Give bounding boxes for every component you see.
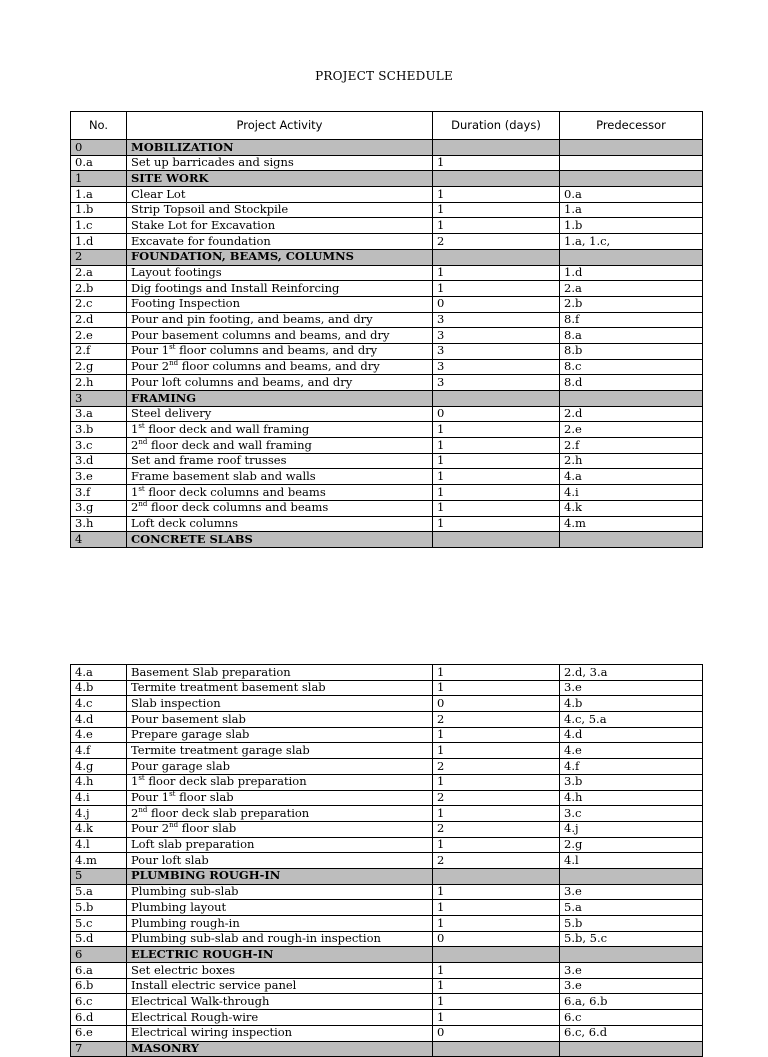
cell-no: 4 [71, 532, 127, 548]
table-row [71, 500, 703, 516]
table-row [71, 743, 703, 759]
cell-activity: 1st floor deck slab preparation [127, 774, 433, 790]
cell-duration: 0 [433, 696, 560, 712]
cell-duration: 1 [433, 743, 560, 759]
cell-no: 5.b [71, 900, 127, 916]
cell-activity: Prepare garage slab [127, 727, 433, 743]
cell-duration: 1 [433, 1010, 560, 1026]
table-row [71, 406, 703, 422]
cell-activity: Basement Slab preparation [127, 665, 433, 681]
cell-activity: Frame basement slab and walls [127, 469, 433, 485]
cell-activity: Pour basement slab [127, 712, 433, 728]
section-row [71, 391, 703, 407]
table-header-row [71, 112, 703, 140]
cell-no: 5.d [71, 931, 127, 947]
table-row [71, 469, 703, 485]
cell-duration: 3 [433, 343, 560, 359]
cell-no: 4.e [71, 727, 127, 743]
cell-predecessor: 3.b [560, 774, 703, 790]
cell-duration: 1 [433, 680, 560, 696]
cell-no: 4.d [71, 712, 127, 728]
cell-no: 6 [71, 947, 127, 963]
cell-predecessor: 3.c [560, 806, 703, 822]
cell-duration: 1 [433, 422, 560, 438]
cell-no: 5.c [71, 916, 127, 932]
cell-no: 2.e [71, 328, 127, 344]
cell-no: 6.b [71, 978, 127, 994]
cell-duration [433, 532, 560, 548]
header-predecessor: Predecessor [560, 112, 703, 140]
cell-no: 7 [71, 1041, 127, 1057]
table-row [71, 665, 703, 681]
table-row [71, 375, 703, 391]
cell-predecessor: 5.b, 5.c [560, 931, 703, 947]
cell-no: 2 [71, 249, 127, 265]
cell-activity: Electrical Walk-through [127, 994, 433, 1010]
cell-duration: 1 [433, 265, 560, 281]
cell-activity: Electrical Rough-wire [127, 1010, 433, 1026]
cell-no: 4.k [71, 821, 127, 837]
cell-activity: Pour and pin footing, and beams, and dry [127, 312, 433, 328]
table-row [71, 485, 703, 501]
cell-predecessor: 4.i [560, 485, 703, 501]
cell-activity: 2nd floor deck slab preparation [127, 806, 433, 822]
cell-predecessor: 2.d, 3.a [560, 665, 703, 681]
cell-no: 5 [71, 868, 127, 884]
cell-activity: FRAMING [127, 391, 433, 407]
cell-duration: 3 [433, 312, 560, 328]
cell-predecessor [560, 532, 703, 548]
table-row [71, 853, 703, 869]
cell-activity: Clear Lot [127, 187, 433, 203]
cell-duration: 2 [433, 790, 560, 806]
cell-no: 4.c [71, 696, 127, 712]
cell-duration: 1 [433, 665, 560, 681]
cell-activity: FOUNDATION, BEAMS, COLUMNS [127, 249, 433, 265]
cell-predecessor: 8.b [560, 343, 703, 359]
cell-activity: Excavate for foundation [127, 234, 433, 250]
cell-duration [433, 249, 560, 265]
cell-activity: Loft slab preparation [127, 837, 433, 853]
cell-activity: Pour basement columns and beams, and dry [127, 328, 433, 344]
cell-activity: Plumbing rough-in [127, 916, 433, 932]
cell-predecessor: 3.e [560, 963, 703, 979]
cell-predecessor: 2.f [560, 438, 703, 454]
cell-activity: PLUMBING ROUGH-IN [127, 868, 433, 884]
cell-no: 2.a [71, 265, 127, 281]
cell-no: 0.a [71, 155, 127, 171]
table-row [71, 281, 703, 297]
table-row [71, 837, 703, 853]
cell-activity: MASONRY [127, 1041, 433, 1057]
table-row [71, 1010, 703, 1026]
cell-predecessor: 3.e [560, 884, 703, 900]
table-row [71, 438, 703, 454]
cell-no: 2.d [71, 312, 127, 328]
cell-predecessor: 8.a [560, 328, 703, 344]
cell-predecessor: 4.f [560, 759, 703, 775]
cell-no: 6.d [71, 1010, 127, 1026]
cell-predecessor: 1.a, 1.c, [560, 234, 703, 250]
cell-no: 1.b [71, 202, 127, 218]
cell-no: 2.b [71, 281, 127, 297]
cell-predecessor: 6.c [560, 1010, 703, 1026]
table-row [71, 696, 703, 712]
cell-activity: Install electric service panel [127, 978, 433, 994]
cell-activity: CONCRETE SLABS [127, 532, 433, 548]
cell-no: 4.h [71, 774, 127, 790]
cell-duration: 1 [433, 774, 560, 790]
cell-duration: 1 [433, 281, 560, 297]
cell-predecessor [560, 249, 703, 265]
table-row [71, 218, 703, 234]
cell-activity: Set and frame roof trusses [127, 453, 433, 469]
cell-predecessor: 8.f [560, 312, 703, 328]
cell-predecessor: 8.d [560, 375, 703, 391]
cell-no: 4.b [71, 680, 127, 696]
cell-predecessor: 0.a [560, 187, 703, 203]
cell-duration [433, 391, 560, 407]
cell-predecessor: 4.d [560, 727, 703, 743]
cell-no: 3.g [71, 500, 127, 516]
table-row [71, 296, 703, 312]
cell-predecessor: 4.e [560, 743, 703, 759]
cell-activity: 1st floor deck columns and beams [127, 485, 433, 501]
cell-duration [433, 1041, 560, 1057]
cell-activity: 1st floor deck and wall framing [127, 422, 433, 438]
cell-predecessor: 1.b [560, 218, 703, 234]
cell-predecessor [560, 1041, 703, 1057]
cell-duration [433, 947, 560, 963]
table-row [71, 359, 703, 375]
cell-no: 1 [71, 171, 127, 187]
cell-predecessor: 4.m [560, 516, 703, 532]
cell-no: 5.a [71, 884, 127, 900]
table-row [71, 963, 703, 979]
section-row [71, 532, 703, 548]
table-row [71, 900, 703, 916]
cell-no: 3.e [71, 469, 127, 485]
cell-duration: 1 [433, 218, 560, 234]
table-row [71, 265, 703, 281]
cell-duration: 1 [433, 837, 560, 853]
cell-predecessor: 4.c, 5.a [560, 712, 703, 728]
cell-duration: 1 [433, 155, 560, 171]
cell-duration: 1 [433, 884, 560, 900]
cell-activity: Stake Lot for Excavation [127, 218, 433, 234]
cell-predecessor [560, 868, 703, 884]
cell-activity: Set up barricades and signs [127, 155, 433, 171]
cell-duration: 3 [433, 359, 560, 375]
cell-activity: Dig footings and Install Reinforcing [127, 281, 433, 297]
cell-activity: Electrical wiring inspection [127, 1025, 433, 1041]
table-row [71, 155, 703, 171]
cell-duration: 0 [433, 931, 560, 947]
cell-duration: 1 [433, 516, 560, 532]
cell-no: 3.d [71, 453, 127, 469]
cell-no: 3.a [71, 406, 127, 422]
section-row [71, 140, 703, 156]
cell-predecessor: 1.d [560, 265, 703, 281]
cell-predecessor: 3.e [560, 978, 703, 994]
cell-activity: Set electric boxes [127, 963, 433, 979]
cell-predecessor [560, 140, 703, 156]
cell-predecessor: 8.c [560, 359, 703, 375]
header-activity: Project Activity [127, 112, 433, 140]
cell-no: 6.a [71, 963, 127, 979]
page-title: PROJECT SCHEDULE [315, 69, 453, 83]
cell-no: 3.b [71, 422, 127, 438]
schedule-table-part-2 [70, 664, 703, 1057]
cell-no: 4.m [71, 853, 127, 869]
cell-predecessor: 4.l [560, 853, 703, 869]
cell-activity: 2nd floor deck and wall framing [127, 438, 433, 454]
cell-duration: 1 [433, 806, 560, 822]
cell-activity: Pour 1st floor slab [127, 790, 433, 806]
cell-duration: 0 [433, 296, 560, 312]
cell-duration: 3 [433, 375, 560, 391]
table-row [71, 790, 703, 806]
cell-duration: 2 [433, 821, 560, 837]
table-row [71, 453, 703, 469]
cell-activity: Termite treatment garage slab [127, 743, 433, 759]
section-row [71, 171, 703, 187]
cell-predecessor: 4.j [560, 821, 703, 837]
cell-activity: Plumbing sub-slab [127, 884, 433, 900]
schedule-table-part-1 [70, 111, 703, 548]
table-row [71, 774, 703, 790]
table-row [71, 328, 703, 344]
table-row [71, 931, 703, 947]
cell-no: 1.d [71, 234, 127, 250]
cell-predecessor: 2.e [560, 422, 703, 438]
cell-no: 4.l [71, 837, 127, 853]
table-row [71, 994, 703, 1010]
cell-predecessor: 1.a [560, 202, 703, 218]
cell-duration: 2 [433, 759, 560, 775]
cell-no: 2.h [71, 375, 127, 391]
cell-duration [433, 140, 560, 156]
cell-predecessor: 4.h [560, 790, 703, 806]
cell-predecessor: 4.b [560, 696, 703, 712]
cell-predecessor [560, 171, 703, 187]
cell-no: 4.a [71, 665, 127, 681]
cell-no: 4.j [71, 806, 127, 822]
cell-no: 2.g [71, 359, 127, 375]
cell-predecessor: 2.g [560, 837, 703, 853]
table-row [71, 516, 703, 532]
cell-predecessor: 6.a, 6.b [560, 994, 703, 1010]
cell-duration: 1 [433, 202, 560, 218]
table-row [71, 978, 703, 994]
table-row [71, 343, 703, 359]
cell-predecessor: 2.h [560, 453, 703, 469]
cell-predecessor: 2.b [560, 296, 703, 312]
cell-activity: Pour garage slab [127, 759, 433, 775]
table-row [71, 916, 703, 932]
cell-no: 6.c [71, 994, 127, 1010]
cell-duration: 0 [433, 1025, 560, 1041]
section-row [71, 947, 703, 963]
table-row [71, 759, 703, 775]
cell-duration: 1 [433, 994, 560, 1010]
cell-duration: 1 [433, 916, 560, 932]
cell-activity: Plumbing layout [127, 900, 433, 916]
cell-duration: 1 [433, 900, 560, 916]
table-row [71, 884, 703, 900]
cell-no: 3.c [71, 438, 127, 454]
cell-activity: Pour loft columns and beams, and dry [127, 375, 433, 391]
cell-no: 1.a [71, 187, 127, 203]
cell-no: 4.f [71, 743, 127, 759]
cell-duration: 0 [433, 406, 560, 422]
cell-activity: Pour 1st floor columns and beams, and dry [127, 343, 433, 359]
cell-duration: 2 [433, 712, 560, 728]
table-row [71, 712, 703, 728]
cell-predecessor: 4.k [560, 500, 703, 516]
cell-predecessor [560, 947, 703, 963]
cell-activity: Pour loft slab [127, 853, 433, 869]
cell-predecessor [560, 155, 703, 171]
cell-duration: 1 [433, 187, 560, 203]
cell-duration: 2 [433, 853, 560, 869]
section-row [71, 249, 703, 265]
cell-duration: 3 [433, 328, 560, 344]
header-duration: Duration (days) [433, 112, 560, 140]
cell-predecessor: 5.b [560, 916, 703, 932]
cell-activity: MOBILIZATION [127, 140, 433, 156]
cell-duration: 1 [433, 438, 560, 454]
table-row [71, 234, 703, 250]
table-row [71, 422, 703, 438]
cell-activity: Loft deck columns [127, 516, 433, 532]
cell-predecessor: 2.d [560, 406, 703, 422]
cell-activity: ELECTRIC ROUGH-IN [127, 947, 433, 963]
cell-duration: 2 [433, 234, 560, 250]
table-row [71, 806, 703, 822]
table-row [71, 821, 703, 837]
cell-activity: Termite treatment basement slab [127, 680, 433, 696]
section-row [71, 868, 703, 884]
table-row [71, 202, 703, 218]
cell-no: 3.f [71, 485, 127, 501]
table-row [71, 312, 703, 328]
cell-no: 1.c [71, 218, 127, 234]
table-row [71, 727, 703, 743]
cell-activity: Plumbing sub-slab and rough-in inspection [127, 931, 433, 947]
table-row [71, 680, 703, 696]
header-no: No. [71, 112, 127, 140]
cell-predecessor: 6.c, 6.d [560, 1025, 703, 1041]
cell-predecessor: 4.a [560, 469, 703, 485]
cell-no: 4.i [71, 790, 127, 806]
cell-activity: Layout footings [127, 265, 433, 281]
cell-duration: 1 [433, 978, 560, 994]
cell-no: 0 [71, 140, 127, 156]
cell-no: 3 [71, 391, 127, 407]
cell-predecessor [560, 391, 703, 407]
cell-no: 2.f [71, 343, 127, 359]
cell-duration: 1 [433, 500, 560, 516]
cell-predecessor: 3.e [560, 680, 703, 696]
cell-activity: 2nd floor deck columns and beams [127, 500, 433, 516]
cell-activity: Steel delivery [127, 406, 433, 422]
cell-no: 3.h [71, 516, 127, 532]
cell-predecessor: 5.a [560, 900, 703, 916]
cell-duration: 1 [433, 453, 560, 469]
cell-activity: Pour 2nd floor slab [127, 821, 433, 837]
cell-duration: 1 [433, 469, 560, 485]
cell-activity: SITE WORK [127, 171, 433, 187]
cell-activity: Pour 2nd floor columns and beams, and dry [127, 359, 433, 375]
cell-duration [433, 868, 560, 884]
table-row [71, 1025, 703, 1041]
cell-duration: 1 [433, 485, 560, 501]
cell-predecessor: 2.a [560, 281, 703, 297]
table-row [71, 187, 703, 203]
cell-activity: Strip Topsoil and Stockpile [127, 202, 433, 218]
cell-duration [433, 171, 560, 187]
cell-activity: Footing Inspection [127, 296, 433, 312]
cell-no: 4.g [71, 759, 127, 775]
cell-no: 2.c [71, 296, 127, 312]
cell-activity: Slab inspection [127, 696, 433, 712]
cell-duration: 1 [433, 963, 560, 979]
cell-duration: 1 [433, 727, 560, 743]
section-row [71, 1041, 703, 1057]
cell-no: 6.e [71, 1025, 127, 1041]
